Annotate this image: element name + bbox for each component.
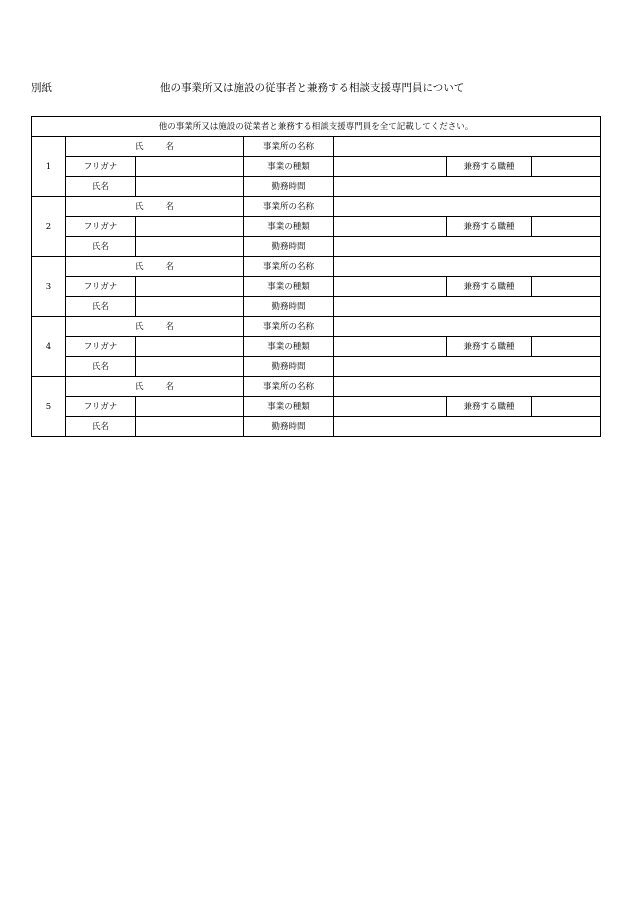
name-label: 氏名 (66, 357, 136, 377)
table-caption-row (32, 117, 601, 137)
entry-row-name (32, 417, 601, 437)
facility-name-field[interactable] (334, 257, 601, 277)
facility-name-field[interactable] (334, 137, 601, 157)
name-header-cell (66, 317, 244, 337)
concurrent-position-label: 兼務する職種 (447, 157, 532, 177)
entry-row-furigana (32, 337, 601, 357)
working-hours-field[interactable] (334, 417, 601, 437)
facility-name-label: 事業所の名称 (244, 137, 334, 157)
entry-number: 2 (32, 197, 66, 257)
facility-name-label: 事業所の名称 (244, 197, 334, 217)
concurrent-position-label: 兼務する職種 (447, 277, 532, 297)
facility-name-label: 事業所の名称 (244, 257, 334, 277)
name-header-char1: 氏 (134, 321, 144, 332)
entry-number: 3 (32, 257, 66, 317)
working-hours-field[interactable] (334, 297, 601, 317)
name-header-char2: 名 (165, 201, 175, 212)
facility-name-field[interactable] (334, 317, 601, 337)
entry-row-name-header (32, 197, 601, 217)
name-label: 氏名 (66, 417, 136, 437)
concurrent-position-field[interactable] (532, 217, 601, 237)
concurrent-position-label: 兼務する職種 (447, 337, 532, 357)
entry-number: 5 (32, 377, 66, 437)
facility-name-field[interactable] (334, 377, 601, 397)
working-hours-label: 勤務時間 (244, 357, 334, 377)
working-hours-label: 勤務時間 (244, 237, 334, 257)
furigana-field[interactable] (136, 217, 244, 237)
business-type-label: 事業の種類 (244, 337, 334, 357)
facility-name-label: 事業所の名称 (244, 317, 334, 337)
entry-row-furigana (32, 397, 601, 417)
working-hours-label: 勤務時間 (244, 297, 334, 317)
name-header-char2: 名 (165, 381, 175, 392)
attachment-label: 別紙 (31, 82, 52, 94)
concurrent-position-field[interactable] (532, 397, 601, 417)
name-header-char1: 氏 (134, 261, 144, 272)
name-label: 氏名 (66, 177, 136, 197)
table-caption: 他の事業所又は施設の従業者と兼務する相談支援専門員を全て記載してください。 (32, 117, 601, 137)
furigana-field[interactable] (136, 157, 244, 177)
entry-row-name (32, 357, 601, 377)
entry-row-name (32, 297, 601, 317)
concurrent-position-label: 兼務する職種 (447, 397, 532, 417)
name-label: 氏名 (66, 297, 136, 317)
working-hours-label: 勤務時間 (244, 417, 334, 437)
entry-row-furigana (32, 157, 601, 177)
furigana-label: フリガナ (66, 157, 136, 177)
entry-row-furigana (32, 217, 601, 237)
name-field[interactable] (136, 297, 244, 317)
entry-row-name-header (32, 137, 601, 157)
entry-row-furigana (32, 277, 601, 297)
facility-name-label: 事業所の名称 (244, 377, 334, 397)
business-type-field[interactable] (334, 337, 447, 357)
name-field[interactable] (136, 417, 244, 437)
facility-name-field[interactable] (334, 197, 601, 217)
furigana-field[interactable] (136, 397, 244, 417)
name-header-cell (66, 197, 244, 217)
entry-row-name-header (32, 377, 601, 397)
name-header-char2: 名 (165, 321, 175, 332)
business-type-field[interactable] (334, 217, 447, 237)
concurrent-position-field[interactable] (532, 157, 601, 177)
entry-number: 1 (32, 137, 66, 197)
name-label: 氏名 (66, 237, 136, 257)
business-type-field[interactable] (334, 397, 447, 417)
entry-row-name (32, 177, 601, 197)
concurrent-position-field[interactable] (532, 277, 601, 297)
name-field[interactable] (136, 237, 244, 257)
business-type-label: 事業の種類 (244, 157, 334, 177)
concurrent-position-field[interactable] (532, 337, 601, 357)
concurrent-staff-table (31, 116, 601, 437)
name-field[interactable] (136, 177, 244, 197)
name-header-char1: 氏 (134, 201, 144, 212)
furigana-label: フリガナ (66, 277, 136, 297)
name-header-cell (66, 137, 244, 157)
name-field[interactable] (136, 357, 244, 377)
business-type-label: 事業の種類 (244, 397, 334, 417)
business-type-field[interactable] (334, 277, 447, 297)
working-hours-label: 勤務時間 (244, 177, 334, 197)
name-header-char1: 氏 (134, 141, 144, 152)
entry-row-name (32, 237, 601, 257)
entry-row-name-header (32, 317, 601, 337)
furigana-label: フリガナ (66, 337, 136, 357)
entry-row-name-header (32, 257, 601, 277)
concurrent-position-label: 兼務する職種 (447, 217, 532, 237)
business-type-label: 事業の種類 (244, 217, 334, 237)
working-hours-field[interactable] (334, 237, 601, 257)
furigana-field[interactable] (136, 277, 244, 297)
entry-number: 4 (32, 317, 66, 377)
name-header-char1: 氏 (134, 381, 144, 392)
business-type-field[interactable] (334, 157, 447, 177)
name-header-char2: 名 (165, 261, 175, 272)
business-type-label: 事業の種類 (244, 277, 334, 297)
name-header-char2: 名 (165, 141, 175, 152)
furigana-label: フリガナ (66, 397, 136, 417)
document-title: 他の事業所又は施設の従事者と兼務する相談支援専門員について (160, 82, 465, 94)
furigana-field[interactable] (136, 337, 244, 357)
working-hours-field[interactable] (334, 357, 601, 377)
name-header-cell (66, 257, 244, 277)
furigana-label: フリガナ (66, 217, 136, 237)
working-hours-field[interactable] (334, 177, 601, 197)
name-header-cell (66, 377, 244, 397)
